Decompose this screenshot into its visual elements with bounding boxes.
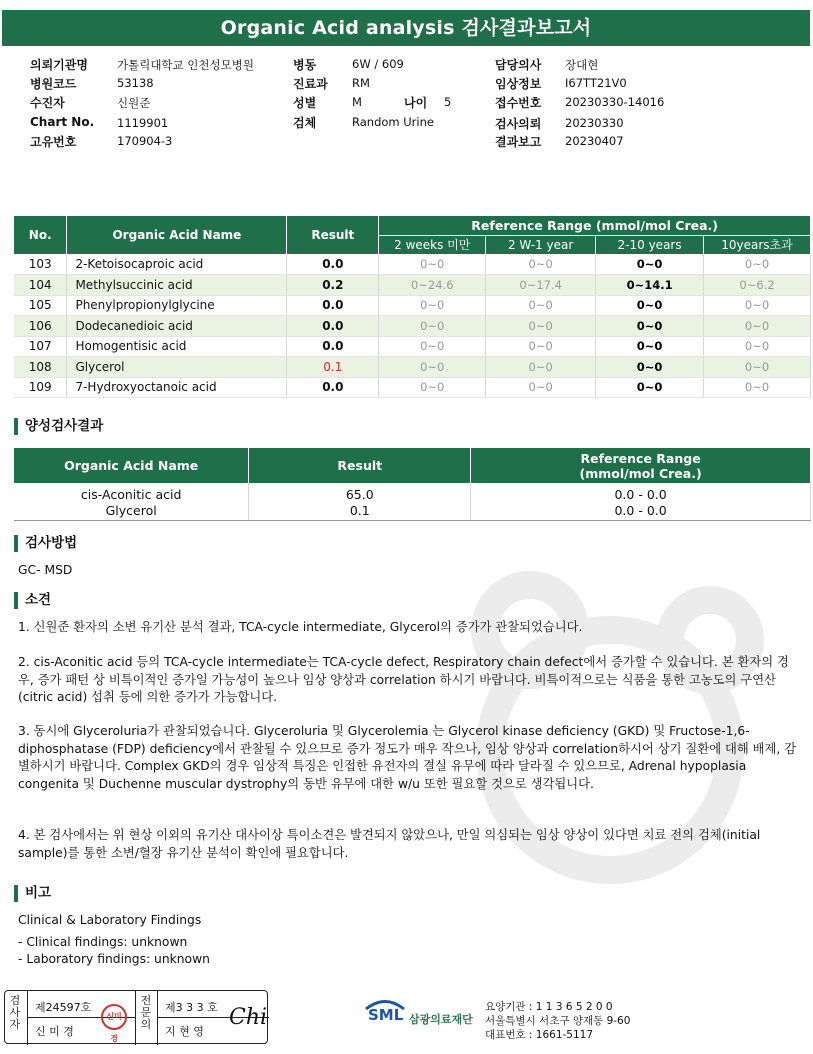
row-ref-2w: 0~0 bbox=[379, 254, 486, 275]
tester-license: 제24597호 bbox=[35, 1001, 92, 1014]
col-ref-2w: 2 weeks 미만 bbox=[379, 235, 486, 254]
request-value: 20230330 bbox=[565, 116, 624, 130]
pos-row-name: cis-Aconitic acid bbox=[14, 483, 249, 502]
table-row bbox=[14, 483, 811, 502]
age-value: 5 bbox=[444, 95, 452, 109]
row-ref-10y: 0~0 bbox=[704, 336, 811, 357]
row-ref-10y: 0~6.2 bbox=[704, 275, 811, 296]
uid-value: 170904-3 bbox=[117, 134, 173, 148]
chart-label: Chart No. bbox=[30, 115, 95, 129]
row-no: 109 bbox=[14, 377, 67, 398]
row-ref-2w: 0~0 bbox=[379, 316, 486, 337]
table-row bbox=[14, 275, 811, 296]
row-result-high: 0.1 bbox=[287, 357, 379, 378]
clinical-label: 임상정보 bbox=[495, 77, 542, 91]
row-name: Phenylpropionylglycine bbox=[67, 295, 287, 316]
row-no: 108 bbox=[14, 357, 67, 378]
col-ref-2-10y: 2-10 years bbox=[596, 235, 704, 254]
row-ref-2w: 0~0 bbox=[379, 377, 486, 398]
specimen-value: Random Urine bbox=[352, 115, 434, 129]
remarks-line2: - Clinical findings: unknown bbox=[18, 935, 188, 949]
tester-stamp-icon: 신미경 bbox=[101, 1004, 127, 1030]
row-result: 0.0 bbox=[287, 336, 379, 357]
table-row bbox=[14, 336, 811, 357]
positive-results-table bbox=[14, 448, 811, 521]
code-label: 병원코드 bbox=[30, 77, 77, 91]
row-no: 107 bbox=[14, 336, 67, 357]
sml-logo-text: SML bbox=[368, 1006, 404, 1024]
doctor-label: 담당의사 bbox=[495, 58, 542, 72]
row-name: Homogentisic acid bbox=[67, 336, 287, 357]
pos-col-reference-line1: Reference Range bbox=[580, 450, 701, 466]
remarks-line1: Clinical & Laboratory Findings bbox=[18, 913, 202, 927]
col-ref-2w1y: 2 W-1 year bbox=[486, 235, 596, 254]
row-ref-10y: 0~0 bbox=[704, 254, 811, 275]
row-name: 7-Hydroxyoctanoic acid bbox=[67, 377, 287, 398]
sex-value: M bbox=[352, 95, 362, 109]
specialist-name: 지 현 영 bbox=[165, 1025, 204, 1038]
row-result: 0.0 bbox=[287, 316, 379, 337]
row-ref-2w1y: 0~0 bbox=[486, 377, 596, 398]
clinical-value: I67TT21V0 bbox=[565, 76, 627, 90]
pos-row-result: 0.1 bbox=[249, 502, 471, 520]
row-result: 0.0 bbox=[287, 295, 379, 316]
dept-label: 진료과 bbox=[293, 77, 328, 91]
row-no: 106 bbox=[14, 316, 67, 337]
pos-col-name: Organic Acid Name bbox=[14, 448, 249, 483]
specialist-label: 전문의 bbox=[140, 994, 152, 1031]
row-ref-10y: 0~0 bbox=[704, 377, 811, 398]
row-ref-10y: 0~0 bbox=[704, 357, 811, 378]
patient-info bbox=[0, 56, 813, 156]
table-row bbox=[14, 316, 811, 337]
remarks-heading: 비고 bbox=[14, 885, 51, 902]
row-result: 0.2 bbox=[287, 275, 379, 296]
chart-value: 1119901 bbox=[117, 116, 169, 130]
row-ref-10y: 0~0 bbox=[704, 316, 811, 337]
pos-row-name: Glycerol bbox=[14, 502, 249, 520]
row-ref-2w1y: 0~0 bbox=[486, 254, 596, 275]
row-ref-2w: 0~24.6 bbox=[379, 275, 486, 296]
patient-value: 신원준 bbox=[117, 96, 151, 110]
table-row bbox=[14, 295, 811, 316]
row-ref-2-10y: 0~0 bbox=[596, 336, 704, 357]
row-ref-2w1y: 0~0 bbox=[486, 316, 596, 337]
row-ref-2w: 0~0 bbox=[379, 295, 486, 316]
col-result: Result bbox=[287, 216, 379, 254]
uid-label: 고유번호 bbox=[30, 135, 77, 149]
code-value: 53138 bbox=[117, 76, 154, 90]
dept-value: RM bbox=[352, 76, 370, 90]
specimen-label: 검체 bbox=[293, 116, 317, 130]
positive-results-heading: 양성검사결과 bbox=[14, 418, 103, 435]
findings-p1: 1. 신원준 환자의 소변 유기산 분석 결과, TCA-cycle intermediate, Glycerol의 증가가 관찰되었습니다. bbox=[18, 620, 583, 634]
patient-label: 수진자 bbox=[30, 96, 65, 110]
signature-box bbox=[4, 990, 268, 1044]
report-label: 결과보고 bbox=[495, 135, 542, 149]
hospital-label: 의뢰기관명 bbox=[30, 58, 88, 72]
row-ref-2-10y: 0~0 bbox=[596, 377, 704, 398]
ward-label: 병동 bbox=[293, 58, 317, 72]
organic-acid-table bbox=[14, 216, 811, 398]
pos-col-result: Result bbox=[249, 448, 471, 483]
row-ref-2w1y: 0~17.4 bbox=[486, 275, 596, 296]
row-ref-2w: 0~0 bbox=[379, 357, 486, 378]
row-ref-2w1y: 0~0 bbox=[486, 336, 596, 357]
row-no: 105 bbox=[14, 295, 67, 316]
row-no: 104 bbox=[14, 275, 67, 296]
doctor-value: 장대현 bbox=[565, 58, 599, 72]
age-label: 나이 bbox=[404, 96, 428, 110]
findings-p4: 4. 본 검사에서는 위 현상 이외의 유기산 대사이상 특이소견은 발견되지 않았으나, 만일 의심되는 임상 양상이 있다면 치료 전의 검체(initial sample)를 통한 소변/혈장 유기산 분석이 확인에 필요합니다. bbox=[18, 828, 761, 860]
organization-name: 삼광의료재단 bbox=[409, 1013, 473, 1026]
col-no: No. bbox=[14, 216, 67, 254]
row-ref-10y: 0~0 bbox=[704, 295, 811, 316]
institution-code: 요양기관 : 1 1 3 6 5 2 0 0 bbox=[485, 1001, 613, 1013]
row-ref-2w1y: 0~0 bbox=[486, 295, 596, 316]
request-label: 검사의뢰 bbox=[495, 117, 542, 131]
findings-p3: 3. 동시에 Glyceroluria가 관찰되었습니다. Glyceroluria 및 Glycerolemia 는 Glycerol kinase deficiency (GKD) 및 Fructose-1,6-diphosphatase (FDP) deficiency에서 관찰될 수 있으므로 증가 정도가 매우 작으나, 임상 양상과 correlation하시어 상기 질환에 대해 배제, 감별하시기 바랍니다. Complex GKD의 경우 임상적 특징은 인접한 유전자의 결실 유무에 따라 달라질 수 있으므로, Adrenal hypoplasia congenita 및 Duchenne muscular dystrophy의 동반 유무에 대한 w/u 또한 필요할 것으로 생각됩니다. bbox=[18, 724, 797, 791]
row-name: Dodecanedioic acid bbox=[67, 316, 287, 337]
row-ref-2-10y: 0~0 bbox=[596, 316, 704, 337]
specialist-signature-icon: Chi bbox=[229, 1005, 268, 1030]
row-result: 0.0 bbox=[287, 254, 379, 275]
specialist-license: 제3 3 3 호 bbox=[165, 1001, 218, 1014]
row-ref-2-10y: 0~0 bbox=[596, 254, 704, 275]
col-name: Organic Acid Name bbox=[67, 216, 287, 254]
pos-col-reference-line2: (mmol/mol Crea.) bbox=[579, 465, 702, 481]
row-name: Glycerol bbox=[67, 357, 287, 378]
row-name: Methylsuccinic acid bbox=[67, 275, 287, 296]
sex-label: 성별 bbox=[293, 96, 317, 110]
tester-label: 검사자 bbox=[9, 994, 21, 1031]
tester-name: 신 미 경 bbox=[35, 1025, 74, 1038]
institution-phone: 대표번호 : 1661-5117 bbox=[485, 1029, 594, 1041]
row-name: 2-Ketoisocaproic acid bbox=[67, 254, 287, 275]
table-row bbox=[14, 377, 811, 398]
pos-row-result: 65.0 bbox=[249, 483, 471, 502]
table-row bbox=[14, 357, 811, 378]
col-ref-10y: 10years초과 bbox=[704, 235, 811, 254]
findings-heading: 소견 bbox=[14, 592, 51, 609]
row-result: 0.0 bbox=[287, 377, 379, 398]
receipt-value: 20230330-14016 bbox=[565, 95, 665, 109]
hospital-value: 가톨릭대학교 인천성모병원 bbox=[117, 58, 254, 72]
table-row bbox=[14, 254, 811, 275]
receipt-label: 접수번호 bbox=[495, 96, 542, 110]
method-heading: 검사방법 bbox=[14, 535, 77, 552]
row-ref-2-10y: 0~14.1 bbox=[596, 275, 704, 296]
table-row bbox=[14, 502, 811, 520]
remarks-line3: - Laboratory findings: unknown bbox=[18, 952, 210, 966]
row-no: 103 bbox=[14, 254, 67, 275]
findings-p2: 2. cis-Aconitic acid 등의 TCA-cycle intermediate는 TCA-cycle defect, Respiratory chain defect에서 증가할 수 있습니다. 본 환자의 경우, 증가 패턴 상 비특이적인 증가일 가능성이 높으나 임상 양상과 correlation 하시기 바랍니다. 비특이적으로는 식품을 통한 고농도의 구연산(citric acid) 섭취 등에 의한 증가가 가능합니다. bbox=[18, 655, 789, 704]
row-ref-2-10y: 0~0 bbox=[596, 295, 704, 316]
col-reference: Reference Range (mmol/mol Crea.) bbox=[379, 216, 811, 235]
row-ref-2-10y: 0~0 bbox=[596, 357, 704, 378]
row-ref-2w1y: 0~0 bbox=[486, 357, 596, 378]
method-text: GC- MSD bbox=[18, 563, 73, 577]
institution-address: 서울특별시 서초구 양재동 9-60 bbox=[485, 1015, 631, 1027]
pos-row-ref: 0.0 - 0.0 bbox=[471, 502, 811, 520]
sml-logo-icon bbox=[364, 998, 406, 1010]
ward-value: 6W / 609 bbox=[352, 57, 404, 71]
pos-row-ref: 0.0 - 0.0 bbox=[471, 483, 811, 502]
report-value: 20230407 bbox=[565, 134, 624, 148]
report-title: Organic Acid analysis 검사결과보고서 bbox=[2, 10, 810, 46]
pos-col-reference bbox=[471, 448, 811, 483]
row-ref-2w: 0~0 bbox=[379, 336, 486, 357]
